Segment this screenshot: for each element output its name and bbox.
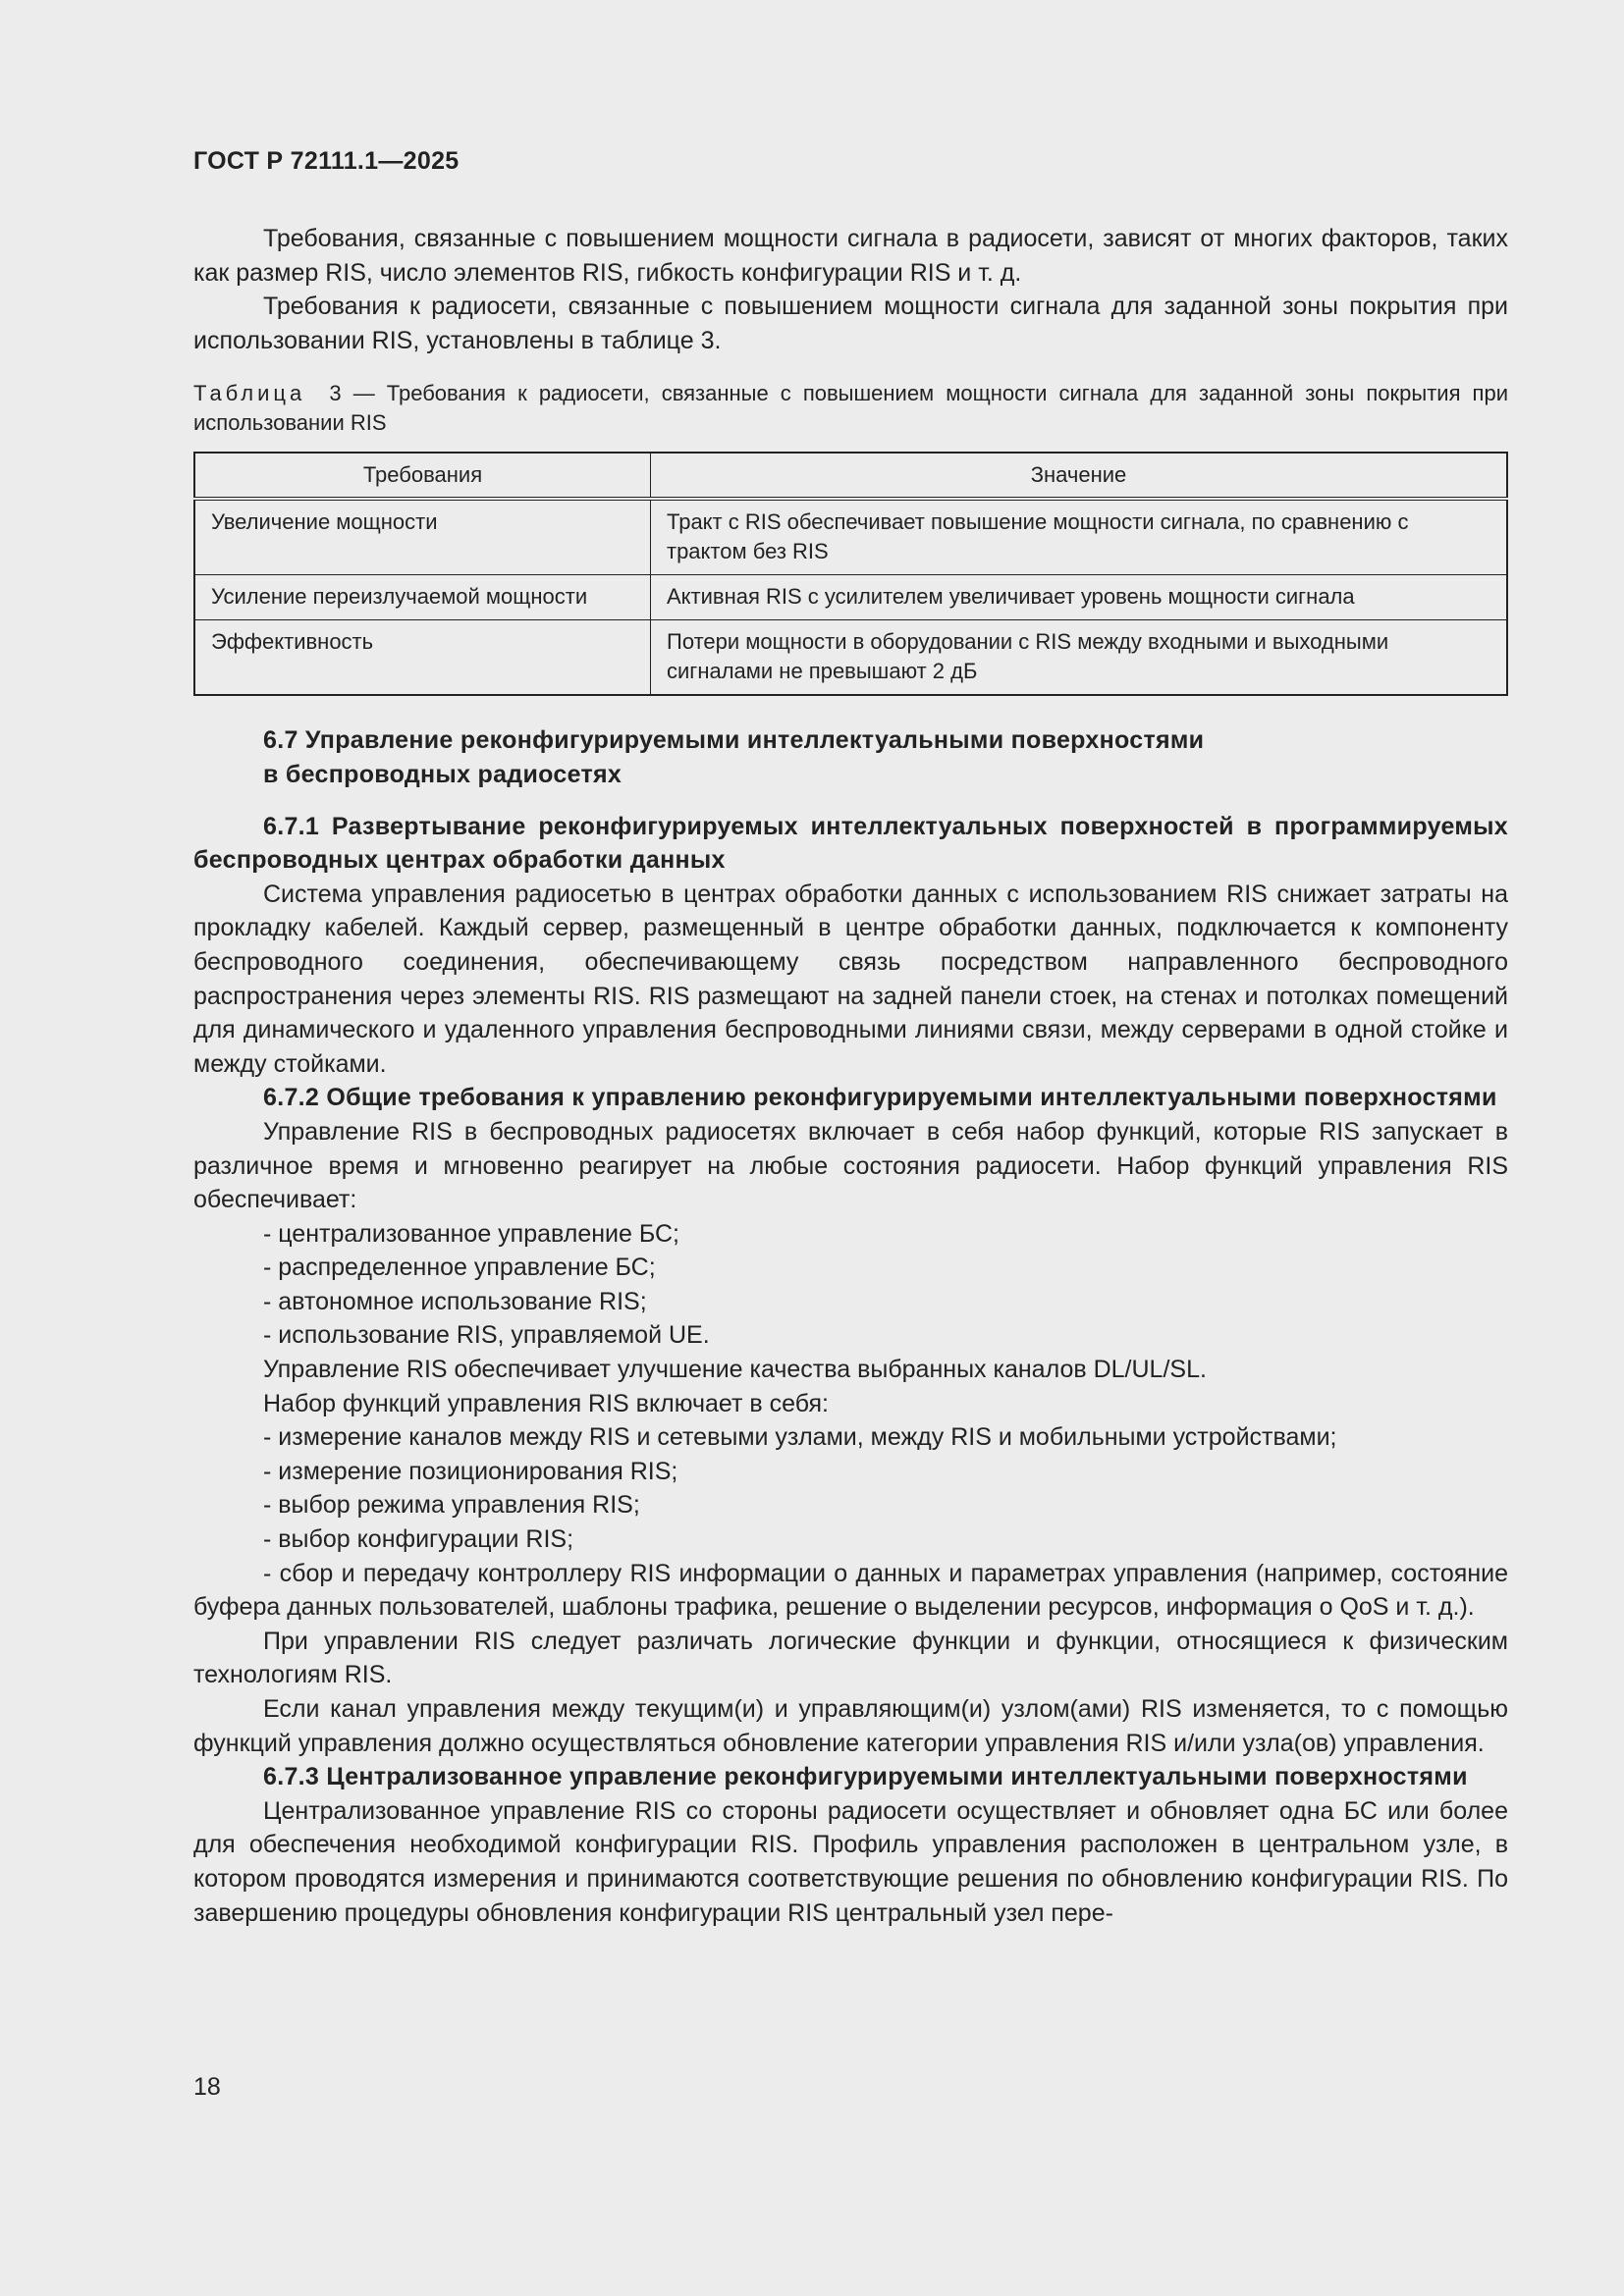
list-item: - выбор режима управления RIS;: [263, 1491, 640, 1520]
table-caption-text: 3 — Требования к радиосети, связанные с повышением мощности сигнала для заданной зоны покрытия при использовании RIS: [193, 381, 1508, 436]
section-heading-6-7: [263, 723, 1508, 791]
body-paragraph: Набор функций управления RIS включает в себя:: [263, 1389, 829, 1417]
table-header-value: Значение: [651, 453, 1508, 499]
body-paragraph: Система управления радиосетью в центрах обработки данных с использованием RIS снижает затраты на прокладку кабелей. Каждый сервер, размещенный в центре обработки данных, подключается к компоненту беспроводного соединения, обеспечивающему связь посредством направленного беспроводного распространения через элементы RIS. RIS размещают на задней панели стоек, на стенах и потолках помещений для динамического и удаленного управления беспроводными линиями связи, между серверами в одной стойке и между стойками.: [193, 880, 1508, 1078]
list-item: - измерение каналов между RIS и сетевыми узлами, между RIS и мобильными устройствами;: [263, 1423, 1337, 1452]
intro-paragraph: Требования к радиосети, связанные с повышением мощности сигнала для заданной зоны покрытия при использовании RIS, установлены в таблице 3.: [193, 293, 1508, 354]
table-row: [194, 499, 1507, 575]
table-header-row: [194, 453, 1507, 499]
list-item: - использование RIS, управляемой UE.: [263, 1321, 710, 1350]
body-paragraph: Централизованное управление RIS со стороны радиосети осуществляет и обновляет одна БС или более для обеспечения необходимой конфигурации RIS. Профиль управления расположен в центральном узле, в котором проводятся измерения и принимаются соответствующие решения по обновлению конфигурации RIS. По завершению процедуры обновления конфигурации RIS центральный узел пере-: [193, 1796, 1508, 1927]
list-item: - измерение позиционирования RIS;: [263, 1457, 678, 1485]
table-cell-requirement: Увеличение мощности: [194, 499, 651, 575]
list-item: - распределенное управление БС;: [263, 1254, 656, 1282]
body-paragraph: Если канал управления между текущим(и) и управляющим(и) узлом(ами) RIS изменяется, то с помощью функций управления должно осуществляться обновление категории управления RIS и/или узла(ов) управления.: [193, 1695, 1508, 1757]
subsection-heading-6-7-2: 6.7.2 Общие требования к управлению реконфигурируемыми интеллектуальными поверхностями: [263, 1084, 1497, 1112]
document-header: ГОСТ Р 72111.1—2025: [193, 147, 460, 175]
body-paragraph: Управление RIS обеспечивает улучшение качества выбранных каналов DL/UL/SL.: [263, 1356, 1207, 1384]
section-heading-line: в беспроводных радиосетях: [263, 760, 623, 788]
table-cell-requirement: Эффективность: [194, 620, 651, 696]
subsection-heading-6-7-1: 6.7.1 Развертывание реконфигурируемых интеллектуальных поверхностей в программируемых беспроводных центрах обработки данных: [193, 812, 1508, 875]
table-row: [194, 620, 1507, 696]
table-cell-value: Активная RIS с усилителем увеличивает уровень мощности сигнала: [651, 575, 1508, 620]
list-item-long: - сбор и передачу контроллеру RIS информации о данных и параметрах управления (например, состояние буфера данных пользователей, шаблоны трафика, решение о выделении ресурсов, информация о QoS и т. д.).: [193, 1559, 1508, 1622]
body-paragraph: При управлении RIS следует различать логические функции и функции, относящиеся к физическим технологиям RIS.: [193, 1627, 1508, 1689]
table-caption-label: Таблица: [193, 381, 306, 406]
table-header-requirements: Требования: [194, 453, 651, 499]
list-item: - автономное использование RIS;: [263, 1287, 647, 1315]
table-cell-requirement: Усиление переизлучаемой мощности: [194, 575, 651, 620]
table-row: [194, 575, 1507, 620]
body-paragraph: Управление RIS в беспроводных радиосетях включает в себя набор функций, которые RIS запускает в различное время и мгновенно реагирует на любые состояния радиосети. Набор функций управления RIS обеспечивает:: [193, 1117, 1508, 1214]
table-cell-value: Тракт с RIS обеспечивает повышение мощности сигнала, по сравнению с трактом без RIS: [651, 499, 1508, 575]
page-number: 18: [193, 2073, 221, 2101]
page-content: [193, 222, 1508, 1930]
subsection-heading-6-7-3: 6.7.3 Централизованное управление реконфигурируемыми интеллектуальными поверхностями: [263, 1763, 1468, 1791]
list-item: - выбор конфигурации RIS;: [263, 1525, 574, 1554]
intro-paragraph: Требования, связанные с повышением мощности сигнала в радиосети, зависят от многих факторов, таких как размер RIS, число элементов RIS, гибкость конфигурации RIS и т. д.: [193, 225, 1508, 287]
list-item: - централизованное управление БС;: [263, 1219, 679, 1248]
table-caption: [193, 379, 1508, 438]
table-cell-value: Потери мощности в оборудовании с RIS между входными и выходными сигналами не превышают 2 дБ: [651, 620, 1508, 696]
section-heading-line: 6.7 Управление реконфигурируемыми интеллектуальными поверхностями: [263, 726, 1205, 755]
requirements-table: [193, 452, 1508, 696]
